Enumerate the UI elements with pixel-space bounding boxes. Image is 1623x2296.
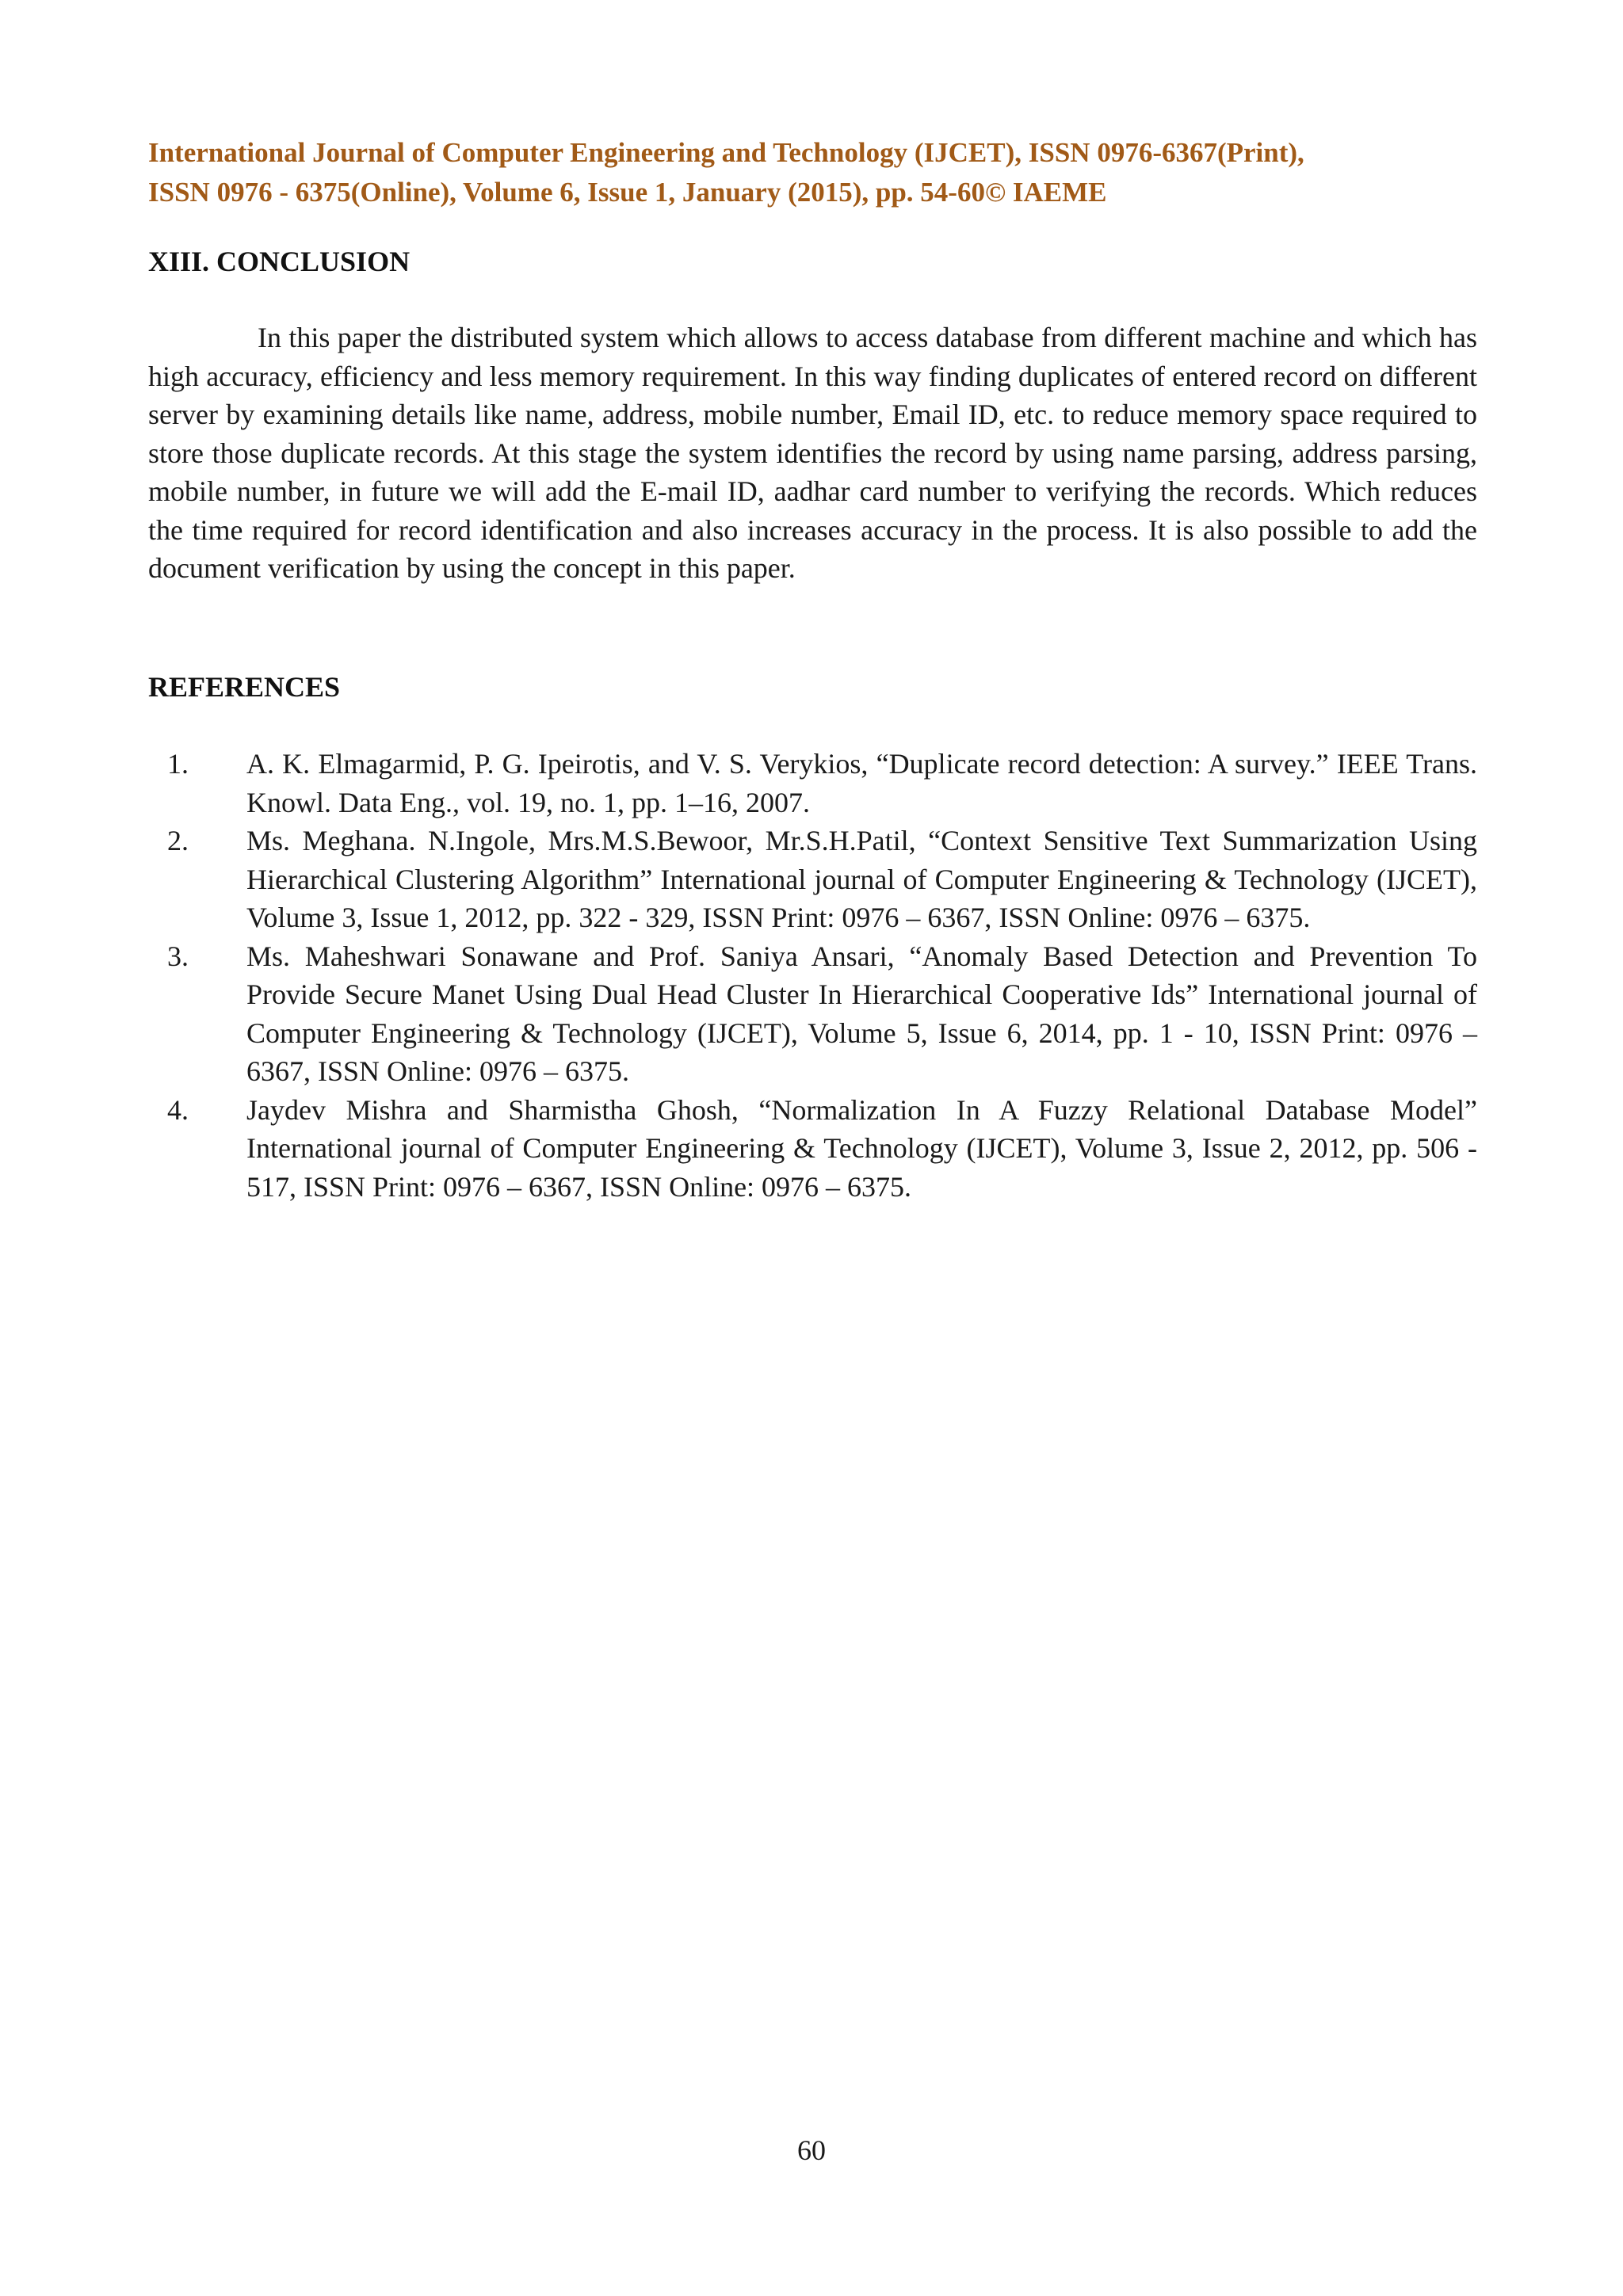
- journal-header-line-2: ISSN 0976 - 6375(Online), Volume 6, Issue 1, January (2015), pp. 54-60© IAEME: [148, 177, 1107, 208]
- page-number: 60: [797, 2134, 826, 2166]
- reference-text: Jaydev Mishra and Sharmistha Ghosh, “Normalization In A Fuzzy Relational Database Model” International journal of Computer Engineering & Technology (IJCET), Volume 3, Issue 2, 2012, pp. 506 - 517, ISSN Print: 0976 – 6367, ISSN Online: 0976 – 6375.: [246, 1093, 1477, 1203]
- reference-item: [148, 822, 1477, 937]
- reference-item: [148, 1091, 1477, 1207]
- reference-text: A. K. Elmagarmid, P. G. Ipeirotis, and V. S. Verykios, “Duplicate record detection: A survey.” IEEE Trans. Knowl. Data Eng., vol. 19, no. 1, pp. 1–16, 2007.: [246, 748, 1477, 818]
- reference-text: Ms. Maheshwari Sonawane and Prof. Saniya Ansari, “Anomaly Based Detection and Prevention To Provide Secure Manet Using Dual Head Cluster In Hierarchical Cooperative Ids” International journal of Computer Engineering & Technology (IJCET), Volume 5, Issue 6, 2014, pp. 1 - 10, ISSN Print: 0976 – 6367, ISSN Online: 0976 – 6375.: [246, 940, 1477, 1087]
- conclusion-paragraph: In this paper the distributed system which allows to access database from different machine and which has high accuracy, efficiency and less memory requirement. In this way finding duplicates of entered record on different server by examining details like name, address, mobile number, Email ID, etc. to reduce memory space required to store those duplicate records. At this stage the system identifies the record by using name parsing, address parsing, mobile number, in future we will add the E-mail ID, aadhar card number to verifying the records. Which reduces the time required for record identification and also increases accuracy in the process. It is also possible to add the document verification by using the concept in this paper.: [148, 322, 1477, 584]
- reference-item: [148, 937, 1477, 1091]
- reference-item: [148, 745, 1477, 822]
- journal-header-line-1: International Journal of Computer Engineering and Technology (IJCET), ISSN 0976-6367(Print),: [148, 137, 1304, 168]
- reference-number: 3.: [167, 940, 189, 972]
- reference-text: Ms. Meghana. N.Ingole, Mrs.M.S.Bewoor, Mr.S.H.Patil, “Context Sensitive Text Summarization Using Hierarchical Clustering Algorithm” International journal of Computer Engineering & Technology (IJCET), Volume 3, Issue 1, 2012, pp. 322 - 329, ISSN Print: 0976 – 6367, ISSN Online: 0976 – 6375.: [246, 825, 1477, 933]
- conclusion-heading: XIII. CONCLUSION: [148, 246, 411, 277]
- reference-number: 1.: [167, 748, 189, 780]
- journal-header: [148, 133, 1480, 212]
- reference-number: 2.: [167, 825, 189, 856]
- references-heading: REFERENCES: [148, 671, 341, 703]
- reference-list: [148, 745, 1477, 1206]
- reference-number: 4.: [167, 1093, 189, 1126]
